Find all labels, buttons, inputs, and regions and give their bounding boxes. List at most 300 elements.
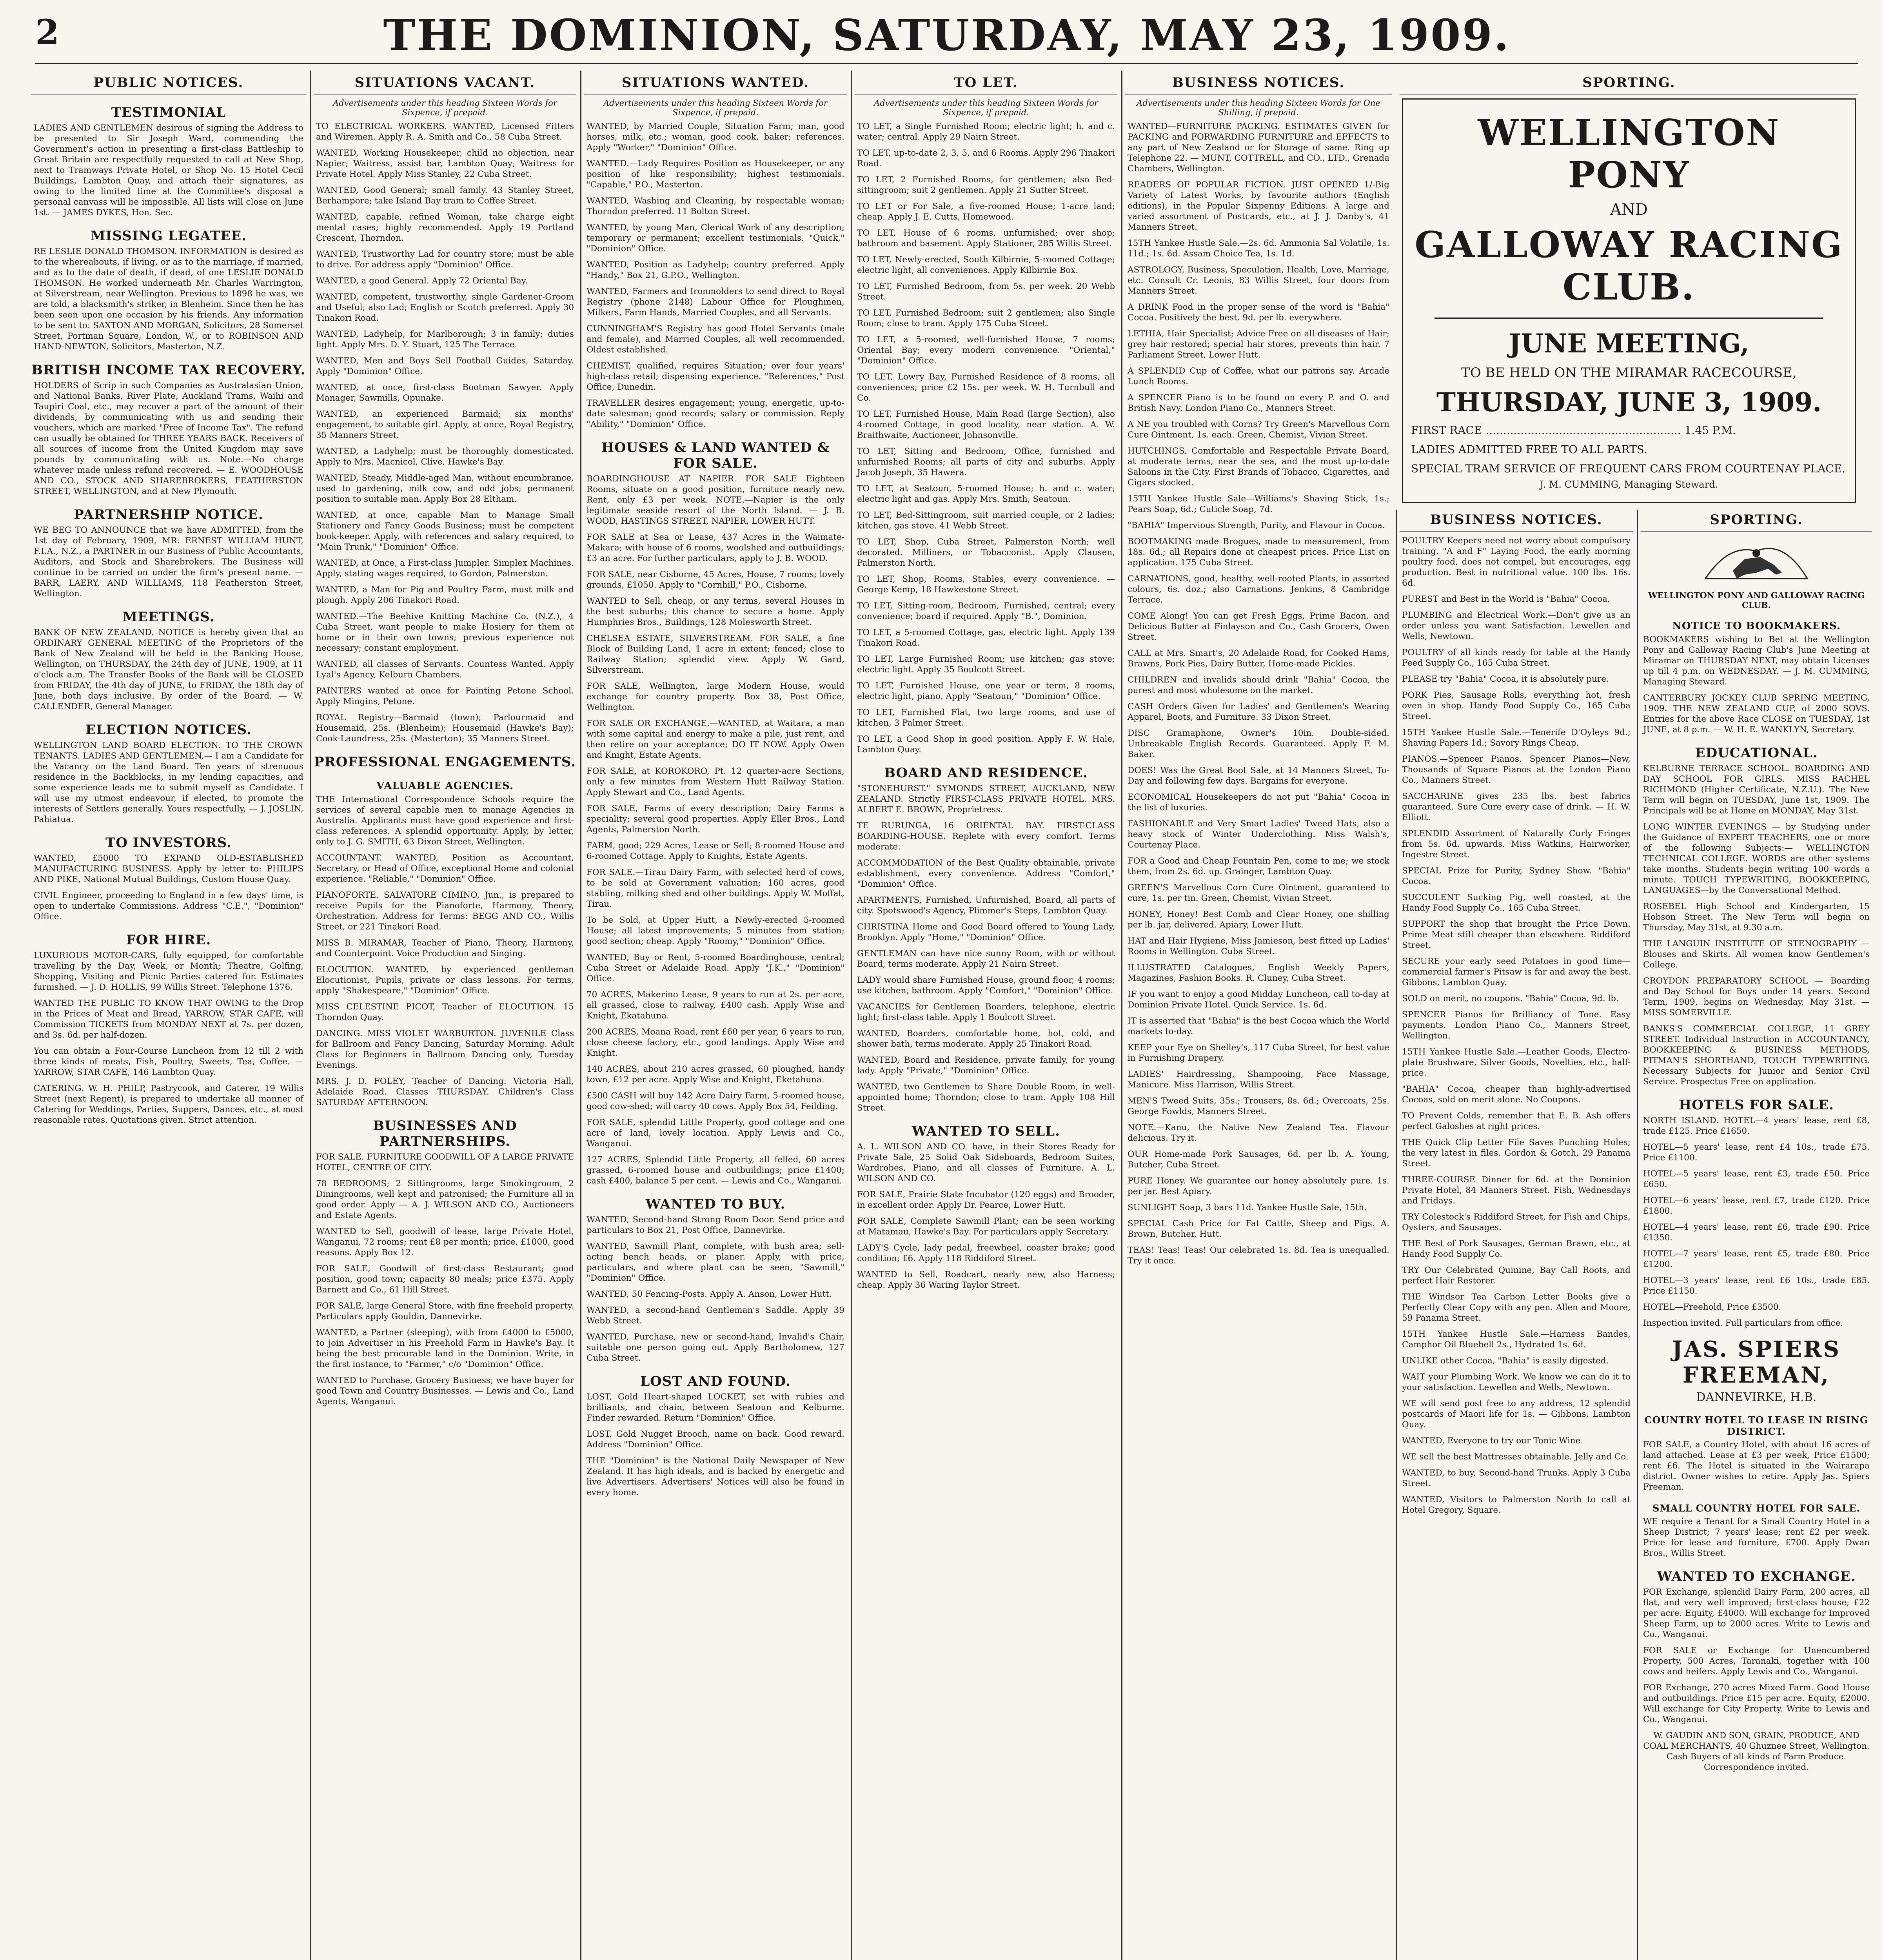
- advertisement: "BAHIA" Cocoa, cheaper than highly-advertised Cocoas, sold on merit alone. No Coupons.: [1402, 1084, 1631, 1105]
- section-heading: BUSINESSES AND PARTNERSHIPS.: [373, 1118, 517, 1149]
- advertisement: LADIES AND GENTLEMEN desirous of signing the Address to be presented to Sir Joseph Ward, commending the Government's action in presenting a first-class Battleship to Great Britain are respectfully requested to call at New Shop, next to Tramways Private Hotel, or Shop No. 15 Hotel Cecil Buildings, Lambton Quay, and attach their signatures, as owing to the limited time at the Committee's disposal a personal canvass will be impossible. All lists will close on June 1st. — JAMES DYKES, Hon. Sec.: [34, 123, 303, 218]
- advertisement: THE Quick Clip Letter File Saves Punching Holes; the very latest in files. Gordon & Gotch, 29 Panama Street.: [1402, 1138, 1631, 1169]
- advertisement: WANTED, a good General. Apply 72 Oriental Bay.: [316, 276, 528, 286]
- advertisement: NOTE.—Kanu, the Native New Zealand Tea. Flavour delicious. Try it.: [1128, 1123, 1389, 1143]
- advertisement: CALL at Mrs. Smart's, 20 Adelaide Road, for Cooked Hams, Brawns, Pork Pies, Dairy Butter, Home-made Pickles.: [1128, 648, 1389, 669]
- advertisement: TO LET, 2 Furnished Rooms, for gentlemen; also Bed-sittingroom; suit 2 gentlemen. Apply 21 Sutter Street.: [857, 175, 1115, 195]
- advertisement: SUCCULENT Sucking Pig, well roasted, at the Handy Food Supply Co., 165 Cuba Street.: [1402, 893, 1631, 913]
- advertisement: TO LET, Large Furnished Room; use kitchen; gas stove; electric light. Apply 35 Boulcott Street.: [857, 654, 1115, 675]
- section-heading: WANTED TO BUY.: [645, 1196, 786, 1212]
- section-heading: WANTED TO EXCHANGE.: [1657, 1569, 1856, 1584]
- advertisement: HOLDERS of Scrip in such Companies as Australasian Union, and National Banks, River Plate, Auckland Trams, Waihi and Taupiri Coal, etc., may recover a part of the amount of their dividends, by communicating with us and sending their vouchers, which are marked "Free of Income Tax". The refund can usually be obtained for THREE YEARS BACK. Receivers of all sources of income from the United Kingdom may save pounds by communicating with us. Note.—No charge whatever made unless refund recovered. — E. WOODHOUSE AND CO., STOCK AND SHAREBROKERS, FEATHERSTON STREET, WELLINGTON, and at New Plymouth.: [34, 381, 303, 496]
- advertisement: COME Along! You can get Fresh Eggs, Prime Bacon, and Delicious Butter at Finlayson and Co., Cash Grocers, Owen Street.: [1128, 611, 1389, 642]
- column-sporting-education: [1641, 510, 1872, 1960]
- advertisement: PUREST and Best in the World is "Bahia" Cocoa.: [1402, 594, 1610, 604]
- column-rule: [580, 71, 581, 1960]
- agent-name: JAS. SPIERS FREEMAN,: [1672, 1336, 1841, 1388]
- masthead: [35, 8, 1858, 64]
- advertisement: FASHIONABLE and Very Smart Ladies' Tweed Hats, also a heavy stock of Winter Underclothing. Miss Walsh's, Courtenay Place.: [1128, 819, 1389, 850]
- advertisement: WANTED, 50 Fencing-Posts. Apply A. Anson, Lower Hutt.: [587, 1289, 832, 1299]
- ladies-admission: LADIES ADMITTED FREE TO ALL PARTS.: [1411, 443, 1647, 456]
- advertisement: WANTED, Position as Ladyhelp; country preferred. Apply "Handy," Box 21, G.P.O., Wellington.: [587, 260, 844, 280]
- advertisement: 15TH Yankee Hustle Sale.—2s. 6d. Ammonia Sal Volatile, 1s. 11d.; 1s. 6d. Assam Choice Tea, 1s. 1d.: [1128, 238, 1389, 259]
- column-heading: SPORTING.: [1641, 510, 1872, 532]
- advertisement: WELLINGTON LAND BOARD ELECTION. TO THE CROWN TENANTS. LADIES AND GENTLEMEN,— I am a Candidate for the Vacancy on the Land Board. Ten years of strenuous residence in the Backblocks, in my lending capacities, and some experience leads me to submit myself as Candidate. I will use my utmost endeavour, if elected, to promote the interests of Settlers generally. Yours respectfully, — J. JOSLIN, Pahiatua.: [34, 740, 303, 824]
- advertisement: A. L. WILSON AND CO. have, in their Stores Ready for Private Sale, 25 Solid Oak Sideboards, Bedroom Suites, Wardrobes, Piano, and all classes of Furniture. A. L. WILSON AND CO.: [857, 1142, 1115, 1183]
- club-name-line2: GALLOWAY RACING CLUB.: [1415, 223, 1843, 308]
- advertisement: TO LET, Bed-Sittingroom, suit married couple, or 2 ladies; kitchen, gas stove. 41 Webb Street.: [857, 510, 1115, 531]
- column-rule: [310, 71, 311, 1960]
- advertisement: WANTED, Sawmill Plant, complete, with bush area; sell-acting bench heads, or planer. Apply, with price, particulars, and where plant can be seen, "Sawmill," "Dominion" Office.: [587, 1241, 844, 1283]
- advertisement: WANTED, Board and Residence, private family, for young lady. Apply "Private," "Dominion" Office.: [857, 1055, 1115, 1076]
- advertisement: FOR Exchange, 270 acres Mixed Farm. Good House and outbuildings. Price £15 per acre. Equity, £2000. Will exchange for City Property. Write to Lewis and Co., Wanganui.: [1643, 1683, 1870, 1724]
- agent-location: DANNEVIRKE, H.B.: [1696, 1390, 1817, 1404]
- page-title: THE DOMINION, SATURDAY, MAY 23, 1909.: [383, 10, 1511, 60]
- advertisement: WE require a Tenant for a Small Country Hotel in a Sheep District; 7 years' lease; rent £2 per week. Price for lease and furniture, £700. Apply Dwan Bros., Willis Street.: [1643, 1517, 1870, 1558]
- advertisement: LUXURIOUS MOTOR-CARS, fully equipped, for comfortable travelling by the Day, Week, or Month; Theatre, Golfing, Shopping, Visiting and Picnic Parties catered for. Estimates furnished. — J. D. HOLLIS, 99 Willis Street. Telephone 1376.: [34, 951, 303, 992]
- section-heading: VALUABLE AGENCIES.: [376, 780, 514, 792]
- advertisement: WE BEG TO ANNOUNCE that we have ADMITTED, from the 1st day of February, 1909, MR. ERNEST WILLIAM HUNT, F.I.A., N.Z., a PARTNER in our Business of Public Accountants, Auditors, and Stock and Sharebrokers. The Business will continue to be carried on under the firm's present name. — BARR, LAERY, AND WILLIAMS, 118 Featherston Street, Wellington.: [34, 525, 303, 599]
- advertisement: KELBURNE TERRACE SCHOOL. BOARDING AND DAY SCHOOL FOR GIRLS. MISS RACHEL RICHMOND (Higher Certificate, N.Z.U.). The New Term will begin on TUESDAY, June 1st, 1909. The Principals will be at Home on MONDAY, May 31st.: [1643, 764, 1870, 816]
- advertisement: 200 ACRES, Moana Road, rent £60 per year, 6 years to run, close cheese factory, etc., good landings. Apply Wise and Knight.: [587, 1027, 844, 1058]
- advertisement: SPLENDID Assortment of Naturally Curly Fringes from 5s. 6d. upwards. Miss Watkins, Hairworker, Ingestre Street.: [1402, 829, 1631, 860]
- advertisement: TO LET, Furnished Bedroom; suit 2 gentlemen; also Single Room; close to tram. Apply 175 Cuba Street.: [857, 308, 1115, 328]
- advertisement: HONEY, Honey! Best Comb and Clear Honey, one shilling per lb. jar, delivered. Apiary, Lower Hutt.: [1128, 909, 1389, 930]
- advertisement: ACCOMMODATION of the Best Quality obtainable, private establishment, every convenience. Address "Comfort," "Dominion" Office.: [857, 858, 1115, 889]
- section-heading: SMALL COUNTRY HOTEL FOR SALE.: [1652, 1503, 1860, 1514]
- advertisement: WANTED to Sell, cheap, or any terms, several Houses in the best suburbs; this chance to secure a home. Apply Humphries Bros., Buildings, 128 Molesworth Street.: [587, 596, 844, 627]
- advertisement: THE International Correspondence Schools require the services of several capable men to manage Agencies in Australia. Applicants must have good experience and first-class references. A splendid opportunity. Apply, by letter, only to J. G. SMITH, 63 Dixon Street, Wellington.: [316, 795, 574, 847]
- column-heading: PUBLIC NOTICES.: [31, 73, 306, 94]
- advertisement: CHELSEA ESTATE, SILVERSTREAM. FOR SALE, a fine Block of Building Land, 1 acre in extent; fenced; close to Railway Station; splendid view. Apply W. Gard, Silverstream.: [587, 633, 844, 675]
- advertisement: A SPENCER Piano is to be found on every P. and O. and British Navy. London Piano Co., Manners Street.: [1128, 393, 1389, 413]
- merchant-advert: W. GAUDIN AND SON, GRAIN, PRODUCE, AND COAL MERCHANTS, 40 Ghuznee Street, Wellington. Cash Buyers of all kinds of Farm Produce. Correspondence invited.: [1643, 1731, 1870, 1772]
- advertisement: FOR SALE or Exchange for Unencumbered Property, 500 Acres, Taranaki, together with 100 cows and heifers. Apply Lewis and Co., Wanganui.: [1643, 1646, 1870, 1677]
- advertisement: TO LET, Sitting-room, Bedroom, Furnished, central; every convenience; board if required. Apply "B.", Dominion.: [857, 601, 1115, 621]
- section-heading: PROFESSIONAL ENGAGEMENTS.: [314, 754, 576, 770]
- club-name-and: AND: [1610, 201, 1648, 219]
- advertisement: TRY Colestock's Riddiford Street, for Fish and Chips, Oysters, and Sausages.: [1402, 1212, 1631, 1232]
- advertisement: WANTED, at Once, a First-class Jumpler. Simplex Machines. Apply, stating wages required, to Gordon, Palmerston.: [316, 558, 574, 579]
- advertisement: HAT and Hair Hygiene, Miss Jamieson, best fitted up Ladies' Rooms in Wellington. Cuba Street.: [1128, 936, 1389, 956]
- advertisement: TO LET, a Single Furnished Room; electric light; h. and c. water; central. Apply 29 Nairn Street.: [857, 122, 1115, 142]
- advertisement: FOR SALE. FURNITURE GOODWILL OF A LARGE PRIVATE HOTEL, CENTRE OF CITY.: [316, 1152, 574, 1172]
- advertisement: TEAS! Teas! Teas! Our celebrated 1s. 8d. Tea is unequalled. Try it once.: [1128, 1245, 1389, 1266]
- advertisement: ILLUSTRATED Catalogues, English Weekly Papers, Magazines, Fashion Books. R. Cluney, Cuba Street.: [1128, 963, 1389, 983]
- column-rule: [1121, 71, 1122, 1960]
- advertisement: WANTED, Farmers and Ironmolders to send direct to Royal Registry (phone 2148) Labour Office for Ploughmen, Milkers, Farm Hands, Married Couples, and all Servants.: [587, 287, 844, 318]
- advertisement: HOTEL—5 years' lease, rent £3, trade £50. Price £650.: [1643, 1169, 1870, 1189]
- advertisement: WANTED.—Lady Requires Position as Housekeeper, or any position of like responsibility; highest testimonials. "Capable," P.O., Masterton.: [587, 159, 844, 190]
- advertisement: TO LET, House of 6 rooms, unfurnished; over shop; bathroom and basement. Apply Stationer, 285 Willis Street.: [857, 228, 1115, 249]
- advertisement: TO LET, Shop, Cuba Street, Palmerston North; well decorated. Milliners, or Tobacconist. Apply Clausen, Palmerston North.: [857, 537, 1115, 568]
- advertisement: 15TH Yankee Hustle Sale.—Tenerife D'Oyleys 9d.; Shaving Papers 1d.; Savory Rings Cheap.: [1402, 728, 1631, 748]
- column-public-notices: [31, 73, 306, 1960]
- advertisement: TO LET, Furnished Bedroom, from 5s. per week. 20 Webb Street.: [857, 281, 1115, 302]
- meeting-title: JUNE MEETING,: [1509, 328, 1749, 359]
- advertisement: SOLD on merit, no coupons. "Bahia" Cocoa, 9d. lb.: [1402, 994, 1619, 1004]
- advertisement: PIANOS.—Spencer Pianos, Spencer Pianos—New, Thousands of Square Pianos at the London Piano Co., Manners Street.: [1402, 754, 1631, 785]
- advertisement: WANTED, a second-hand Gentleman's Saddle. Apply 39 Webb Street.: [587, 1305, 844, 1326]
- page-number: 2: [35, 12, 60, 53]
- advertisement: IF you want to enjoy a good Midday Luncheon, call to-day at Dominion Private Hotel. Quick Service. 1s. 6d.: [1128, 989, 1389, 1010]
- advertisement: WANTED, Second-hand Strong Room Door. Send price and particulars to Box 21, Post Office, Dannevirke.: [587, 1215, 844, 1235]
- advertisement: WANTED, by Married Couple, Situation Farm; man, good horses, milk, etc.; woman, good cook, baker; references. Apply "Worker," "Dominion" Office.: [587, 122, 844, 152]
- advertisement: TO LET, Lowry Bay, Furnished Residence of 8 rooms, all conveniences; price £2 15s. per week. W. H. Turnbull and Co.: [857, 372, 1115, 403]
- ad-list: [1641, 1115, 1872, 1328]
- advertisement: GENTLEMAN can have nice sunny Room, with or without Board, terms moderate. Apply 21 Nairn Street.: [857, 949, 1115, 969]
- ad-list: [584, 474, 847, 1186]
- section-heading: NOTICE TO BOOKMAKERS.: [1672, 620, 1841, 632]
- advertisement: OUR Home-made Pork Sausages, 6d. per lb. A. Young, Butcher, Cuba Street.: [1128, 1149, 1389, 1170]
- advertisement: SPECIAL Cash Price for Fat Cattle, Sheep and Pigs. A. Brown, Butcher, Hutt.: [1128, 1219, 1389, 1239]
- column-business-notices: [1125, 73, 1392, 1960]
- advertisement: 78 BEDROOMS; 2 Sittingrooms, large Smokingroom, 2 Diningrooms, well kept and patronised; the Furniture all in good order. Apply — A. J. WILSON AND CO., Auctioneers and Estate Agents.: [316, 1179, 574, 1220]
- advertisement: 15TH Yankee Hustle Sale.—Harness Bandes, Camphor Oil Bluebell 2s., Hydrated 1s. 6d.: [1402, 1329, 1631, 1350]
- advertisement: HOTEL—Freehold, Price £3500.: [1643, 1302, 1781, 1312]
- section-heading: WANTED TO SELL.: [912, 1123, 1060, 1139]
- advertisement: WAIT your Plumbing Work. We know we can do it to your satisfaction. Lewellen and Wells, Newtown.: [1402, 1372, 1631, 1392]
- advertisement: WANTED, £5000 TO EXPAND OLD-ESTABLISHED MANUFACTURING BUSINESS. Apply by letter to: PHILIPS AND PIKE, National Mutual Buildings, Custom House Quay.: [34, 853, 303, 884]
- advertisement: PIANOFORTE. SALVATORE CIMINO, Jun., is prepared to receive Pupils for the Pianoforte, Harmony, Theory, Orchestration. Address for Terms: BEGG AND CO., Willis Street, or 221 Tinakori Road.: [316, 890, 574, 932]
- advertisement: FOR SALE OR EXCHANGE.—WANTED, at Waitara, a man with some capital and energy to make a pile, just rent, and then retire on your acceptance; DO IT NOW. Apply Owen and Knight, Estate Agents.: [587, 719, 844, 760]
- advertisement: WANTED, Good General; small family. 43 Stanley Street, Berhampore; take Island Bay tram to Coffee Street.: [316, 185, 574, 206]
- advertisement: WANTED, capable, refined Woman, take charge eight mental cases; highly recommended. Apply 19 Portland Crescent, Thorndon.: [316, 212, 574, 243]
- advertisement: FARM, good; 229 Acres, Lease or Sell; 8-roomed House and 6-roomed Cottage. Apply to Knights, Estate Agents.: [587, 841, 844, 861]
- advertisement: CARNATIONS, good, healthy, well-rooted Plants, in assorted colours, 6s. doz.; also Carnations. Jenkins, 8 Cambridge Terrace.: [1128, 574, 1389, 605]
- advertisement: WANTED, to buy, Second-hand Trunks. Apply 3 Cuba Street.: [1402, 1468, 1631, 1488]
- advertisement: WE will send post free to any address, 12 splendid postcards of Maori life for 1s. — Gibbons, Lambton Quay.: [1402, 1399, 1631, 1430]
- advertisement: THREE-COURSE Dinner for 6d. at the Dominion Private Hotel, 84 Manners Street. Fish, Wednesdays and Fridays.: [1402, 1175, 1631, 1206]
- section-heading: BOARD AND RESIDENCE.: [884, 765, 1088, 781]
- advertisement: LADY'S Cycle, lady pedal, freewheel, coaster brake; good condition; £6. Apply 118 Riddiford Street.: [857, 1243, 1115, 1263]
- advertisement: WANTED—FURNITURE PACKING. ESTIMATES GIVEN for PACKING and FORWARDING FURNITURE and EFFECTS to any part of New Zealand or for Storage of same. Ring up Telephone 22. — MUNT, COTTRELL, and CO., LTD., Grenada Chambers, Wellington.: [1128, 122, 1389, 174]
- column-rule: [1637, 510, 1638, 1960]
- section-heading: HOTELS FOR SALE.: [1679, 1097, 1834, 1113]
- club-name-line1: WELLINGTON PONY: [1478, 111, 1780, 196]
- advertisement: THE Windsor Tea Carbon Letter Books give a Perfectly Clear Copy with any pen. Allen and Moore, 59 Panama Street.: [1402, 1292, 1631, 1323]
- column-business-notices-2: [1400, 510, 1633, 1960]
- section-heading: COUNTRY HOTEL TO LEASE IN RISING DISTRICT.: [1644, 1414, 1868, 1437]
- steward-signature: J. M. CUMMING, Managing Steward.: [1540, 479, 1718, 490]
- advertisement: READERS OF POPULAR FICTION. JUST OPENED 1/-Big Variety of Latest Works, by favourite authors (English editions), in the Popular Sixpenny Editions. A large and varied assortment of Postcards, etc., at J. J. Danby's, 41 Manners Street.: [1128, 180, 1389, 232]
- advertisement: WANTED, Steady, Middle-aged Man, without encumbrance, used to gardening, milk cow, and odd jobs; permanent position to suitable man. Apply Box 28 Eltham.: [316, 473, 574, 504]
- advertisement: WANTED, Trustworthy Lad for country store; must be able to drive. For address apply "Dominion" Office.: [316, 249, 574, 270]
- advertisement: TO LET, Shop, Rooms, Stables, every convenience. — George Kemp, 18 Hawkestone Street.: [857, 574, 1115, 595]
- advertisement: WANTED, Washing and Cleaning, by respectable woman; Thorndon preferred. 11 Bolton Street.: [587, 196, 844, 216]
- advertisement: FOR SALE, Farms of every description; Dairy Farms a speciality; several good properties. Apply Eller Bros., Land Agents, Palmerston North.: [587, 804, 844, 835]
- advertisement: FOR SALE at Sea or Lease, 437 Acres in the Waimate-Makara; with house of 6 rooms, woolshed and outbuildings; £3 an acre. For further particulars, apply to J. B. WOOD.: [587, 532, 844, 563]
- advertisement: WANTED, Ladyhelp, for Marlborough; 3 in family; duties light. Apply Mrs. D. Y. Stuart, 125 The Terrace.: [316, 329, 574, 350]
- advertisement: TO LET, a Good Shop in good position. Apply F. W. Hale, Lambton Quay.: [857, 734, 1115, 755]
- advertisement: WANTED, Visitors to Palmerston North to call at Hotel Gregory, Square.: [1402, 1495, 1631, 1515]
- advertisement: UNLIKE other Cocoa, "Bahia" is easily digested.: [1402, 1356, 1609, 1366]
- advertisement: CANTERBURY JOCKEY CLUB SPRING MEETING, 1909. THE NEW ZEALAND CUP, of 2000 SOVS. Entries for the above Race CLOSE on TUESDAY, 1st JUNE, at 8 p.m. — W. H. E. WANKLYN, Secretary.: [1643, 693, 1870, 735]
- advertisement: A SPLENDID Cup of Coffee, what our patrons say. Arcade Lunch Rooms.: [1128, 366, 1389, 387]
- advertisement: FOR a Good and Cheap Fountain Pen, come to me; we stock them, from 2s. 6d. up. Grainger, Lambton Quay.: [1128, 856, 1389, 877]
- advertisement: TO LET, at Seatoun, 5-roomed House; h. and c. water; electric light and gas. Apply Mrs. Smith, Seatoun.: [857, 484, 1115, 504]
- section-heading: ELECTION NOTICES.: [85, 722, 252, 738]
- column-situations-wanted: [584, 73, 847, 1960]
- ad-list: [1125, 121, 1392, 1266]
- section-heading: PARTNERSHIP NOTICE.: [74, 507, 263, 523]
- advertisement: WANTED, by young Man, Clerical Work of any description; temporary or permanent; excellent testimonials. "Quick," "Dominion" Office.: [587, 223, 844, 254]
- advertisement: SECURE your early seed Potatoes in good time—commercial farmer's Pitsaw is far and away the best. Gibbons, Lambton Quay.: [1402, 956, 1631, 987]
- column-to-let: [855, 73, 1117, 1960]
- advertisement: BANK OF NEW ZEALAND. NOTICE is hereby given that an ORDINARY GENERAL MEETING of the Proprietors of the Bank of New Zealand will be held in the Banking House, Wellington, on THURSDAY, the 24th day of JUNE, 1909, at 11 o'clock a.m. The Transfer Books of the Bank will be CLOSED from FRIDAY, the 4th day of JUNE, to FRIDAY, the 18th day of June, both days inclusive. By order of the Board. — W. CALLENDER, General Manager.: [34, 628, 303, 711]
- advertisement: WE sell the best Mattresses obtainable. Jelly and Co.: [1402, 1452, 1629, 1462]
- advertisement: TO Prevent Colds, remember that E. B. Ash offers perfect Galoshes at right prices.: [1402, 1111, 1631, 1131]
- advertisement: TO LET, Furnished Flat, two large rooms, and use of kitchen, 3 Palmer Street.: [857, 708, 1115, 728]
- advertisement: MRS. J. D. FOLEY, Teacher of Dancing. Victoria Hall, Adelaide Road. Classes THURSDAY. Children's Class SATURDAY AFTERNOON.: [316, 1076, 574, 1107]
- advertisement: 15TH Yankee Hustle Sale.—Leather Goods, Electro-plate Brushware, Silver Goods, Novelties, etc., half-price.: [1402, 1047, 1631, 1078]
- advertisement: SPECIAL Prize for Purity, Sydney Show. "Bahia" Cocoa.: [1402, 866, 1631, 886]
- advertisement: FOR SALE, Complete Sawmill Plant; can be seen working at Matamau, Hawke's Bay. For particulars apply Secretary.: [857, 1216, 1115, 1237]
- advertisement: LETHIA, Hair Specialist; Advice Free on all diseases of Hair; grey hair restored; special hair stores, prevents thin hair. 7 Parliament Street, Lower Hutt.: [1128, 329, 1389, 360]
- advertisement: WANTED, an experienced Barmaid; six months' engagement, to suitable girl. Apply, at once, Royal Registry, 35 Manners Street.: [316, 409, 574, 440]
- advertisement: WANTED, Purchase, new or second-hand, Invalid's Chair, suitable one person going out. Apply Bartholomew, 127 Cuba Street.: [587, 1332, 844, 1363]
- advertisement: CATERING. W. H. PHILP, Pastrycook, and Caterer, 19 Willis Street (next Regent), is prepared to undertake all manner of Catering for Weddings, Parties, Suppers, Dances, etc., at most reasonable rates. Quotations given. Strict attention.: [34, 1083, 303, 1125]
- tram-service: SPECIAL TRAM SERVICE OF FREQUENT CARS FROM COURTENAY PLACE.: [1411, 462, 1846, 475]
- advertisement: LADY would share Furnished House, ground floor, 4 rooms; use kitchen, bathroom. Apply "Comfort," "Dominion" Office.: [857, 975, 1115, 996]
- advertisement: WANTED to Sell, Roadcart, nearly new, also Harness; cheap. Apply 36 Waring Taylor Street.: [857, 1270, 1115, 1290]
- section-heading: MEETINGS.: [122, 609, 215, 625]
- advertisement: WANTED, at once, capable Man to Manage Small Stationery and Fancy Goods Business; must be competent book-keeper. Apply, with references and salary required, to "Main Trunk," "Dominion" Office.: [316, 510, 574, 552]
- sporting-display-block: [1400, 73, 1858, 506]
- advertisement: WANTED, Working Housekeeper, child no objection, near Napier; Waitress, assist bar, Lambton Quay; Waitress for Private Hotel. Apply Miss Stanley, 22 Cuba Street.: [316, 148, 574, 179]
- column-rule: [1396, 510, 1397, 1960]
- advertisement: ROYAL Registry—Barmaid (town); Parlourmaid and Housemaid, 25s. (Blenheim); Housemaid (Hawke's Bay); Cook-Laundress, 25s. (Masterton); 35 Manners Street.: [316, 713, 574, 744]
- advertisement: HOTEL—4 years' lease, rent £6, trade £90. Price £1350.: [1643, 1222, 1870, 1243]
- advertisement: THE LANGUIN INSTITUTE OF STENOGRAPHY — Blouses and Skirts. All women know Gentlemen's College.: [1643, 939, 1870, 970]
- advertisement: WANTED, two Gentlemen to Share Double Room, in well-appointed home; Thorndon; close to tram. Apply 108 Hill Street.: [857, 1082, 1115, 1113]
- column-heading: SITUATIONS VACANT.: [314, 73, 576, 94]
- section-heading: MISSING LEGATEE.: [90, 228, 247, 244]
- advertisement: MISS CELESTINE PICOT, Teacher of ELOCUTION. 15 Thorndon Quay.: [316, 1002, 574, 1022]
- ad-list: [1641, 763, 1872, 1087]
- advertisement: LADIES' Hairdressing, Shampooing, Face Massage, Manicure. Miss Harrison, Willis Street.: [1128, 1069, 1389, 1090]
- advertisement: WANTED THE PUBLIC TO KNOW THAT OWING to the Drop in the Prices of Meat and Bread, YARROW, STAR CAFE, will Commission TICKETS from MONDAY NEXT at 7s. per dozen, and 3s. 6d. per half-dozen.: [34, 998, 303, 1040]
- column-heading: TO LET.: [855, 73, 1117, 94]
- ad-list: [855, 783, 1117, 1113]
- advertisement: FOR SALE, at KOROKORO, Pt. 12 quarter-acre Sections, only a few minutes from Western Hutt Railway Station. Apply Stewart and Co., Land Agents.: [587, 766, 844, 797]
- advertisement: FOR SALE, Goodwill of first-class Restaurant; good position, good town; capacity 80 meals; price £375. Apply Barnett and Co., 61 Hill Street.: [316, 1264, 574, 1295]
- advertisement: CHEMIST, qualified, requires Situation; over four years' high-class retail; dispensing experience. "References," Post Office, Dunedin.: [587, 361, 844, 392]
- advertisement: CHRISTINA Home and Good Board offered to Young Lady, Brooklyn. Apply "Home," "Dominion" Office.: [857, 922, 1115, 942]
- section-note: Advertisements under this heading Sixteen Words for Sixpence, if prepaid.: [603, 98, 828, 117]
- section-heading: EDUCATIONAL.: [1695, 745, 1818, 761]
- advertisement: GREEN'S Marvellous Corn Cure Ointment, guaranteed to cure, 1s. per tin. Green, Chemist, Vivian Street.: [1128, 883, 1389, 903]
- advertisement: POULTRY of all kinds ready for table at the Handy Feed Supply Co., 165 Cuba Street.: [1402, 648, 1631, 668]
- advertisement: FOR SALE, Prairie State Incubator (120 eggs) and Brooder, in excellent order. Apply Dr. Pearce, Lower Hutt.: [857, 1190, 1115, 1210]
- advertisement: MEN'S Tweed Suits, 35s.; Trousers, 8s. 6d.; Overcoats, 25s. George Fowlds, Manners Street.: [1128, 1096, 1389, 1116]
- advertisement: WANTED.—The Beehive Knitting Machine Co. (N.Z.), 4 Cuba Street, want people to make Hosiery for them at home or in their own towns; previous experience not necessary; constant employment.: [316, 612, 574, 653]
- advertisement: 127 ACRES, Splendid Little Property, all felled, 60 acres grassed, 6-roomed house and outbuildings; price £1400; cash £400, balance 5 per cent. — Lewis and Co., Wanganui.: [587, 1155, 844, 1186]
- advertisement: TO LET, a 5-roomed, well-furnished House, 7 rooms; Oriental Bay; every modern convenience. "Oriental," "Dominion" Office.: [857, 335, 1115, 366]
- advertisement: SPENCER Pianos for Brilliancy of Tone. Easy payments. London Piano Co., Manners Street, Wellington.: [1402, 1010, 1631, 1041]
- meeting-venue: TO BE HELD ON THE MIRAMAR RACECOURSE,: [1461, 365, 1797, 381]
- advertisement: A DRINK Food in the proper sense of the word is "Bahia" Cocoa. Positively the best. 9d. per lb. everywhere.: [1128, 302, 1389, 323]
- advertisement: WANTED, a Man for Pig and Poultry Farm, must milk and plough. Apply 206 Tinakori Road.: [316, 585, 574, 605]
- advertisement: HOTEL—6 years' lease, rent £7, trade £120. Price £1800.: [1643, 1196, 1870, 1216]
- race-meeting-advert: [1402, 98, 1856, 503]
- ad-list: [314, 1152, 576, 1407]
- advertisement: TO LET, up-to-date 2, 3, 5, and 6 Rooms. Apply 296 Tinakori Road.: [857, 148, 1115, 169]
- advertisement: MISS B. MIRAMAR, Teacher of Piano, Theory, Harmony, and Counterpoint. Voice Production and Singing.: [316, 938, 574, 958]
- section-note: Advertisements under this heading Sixteen Words for Sixpence, if prepaid.: [874, 98, 1098, 117]
- advertisement: FOR SALE.—Tirau Dairy Farm, with selected herd of cows, to be sold at Government valuation; 160 acres, good stabling, milking shed and other buildings. Apply W. Moffat, Tirau.: [587, 867, 844, 909]
- advertisement: BOARDINGHOUSE AT NAPIER. FOR SALE Eighteen Rooms, situate on a good position, furniture nearly new. Rent, only £3 per week. NOTE.—Napier is the only legitimate seaside resort of the North Island. — J. B. WOOD, HASTINGS STREET, NAPIER, LOWER HUTT.: [587, 474, 844, 526]
- section-heading: FOR HIRE.: [126, 932, 211, 948]
- advertisement: £500 CASH will buy 142 Acre Dairy Farm, 5-roomed house, good cow-shed; will carry 40 cows. Apply Box 54, Feilding.: [587, 1091, 844, 1111]
- column-situations-vacant: [314, 73, 576, 1960]
- advertisement: WANTED, Buy or Rent, 5-roomed Boardinghouse, central; Cuba Street or Adelaide Road. Apply "J.K.," "Dominion" Office.: [587, 953, 844, 984]
- advertisement: VACANCIES for Gentlemen Boarders, telephone, electric light; first-class table. Apply 1 Boulcott Street.: [857, 1002, 1115, 1022]
- advertisement: TO ELECTRICAL WORKERS. WANTED, Licensed Fitters and Wiremen. Apply R. A. Smith and Co., 58 Cuba Street.: [316, 122, 574, 142]
- advertisement: WANTED to Purchase, Grocery Business; we have buyer for good Town and Country Businesses. — Lewis and Co., Land Agents, Wanganui.: [316, 1376, 574, 1406]
- section-note: Advertisements under this heading Sixteen Words for Sixpence, if prepaid.: [333, 98, 557, 117]
- advertisement: SACCHARINE gives 235 lbs. best fabrics guaranteed. Sure Cure every case of drink. — H. W. Elliott.: [1402, 791, 1631, 822]
- advertisement: SUNLIGHT Soap, 3 bars 11d. Yankee Hustle Sale, 15th.: [1128, 1203, 1367, 1212]
- ad-list: [314, 794, 576, 1108]
- advertisement: A NE you troubled with Corns? Try Green's Marvellous Corn Cure Ointment, 1s. each. Green, Chemist, Vivian Street.: [1128, 419, 1389, 440]
- ad-list: [314, 121, 576, 744]
- advertisement: KEEP your Eye on Shelley's, 117 Cuba Street, for best value in Furnishing Drapery.: [1128, 1043, 1389, 1063]
- ad-list: [584, 121, 847, 430]
- advertisement: TRY Our Celebrated Quinine, Bay Call Roots, and perfect Hair Restorer.: [1402, 1265, 1631, 1286]
- advertisement: BOOKMAKERS wishing to Bet at the Wellington Pony and Galloway Racing Club's June Meeting at Miramar on THURSDAY NEXT, may obtain Licenses up till 4 p.m. on WEDNESDAY. — J. M. CUMMING, Managing Steward.: [1643, 635, 1870, 687]
- section-heading: HOUSES & LAND WANTED & FOR SALE.: [601, 440, 830, 471]
- advertisement: FOR SALE, a Country Hotel, with about 16 acres of land attached. Lease at £3 per week, Price £1500; rent £6. The Hotel is situated in the Wairarapa district. Owner wishes to retire. Apply Jas. Spiers Freeman.: [1643, 1440, 1870, 1492]
- advertisement: 140 ACRES, about 210 acres grassed, 60 ploughed, handy town, £12 per acre. Apply Wise and Knight, Eketahuna.: [587, 1064, 844, 1085]
- advertisement: NORTH ISLAND. HOTEL—4 years' lease, rent £8, trade £125. Price £1650.: [1643, 1116, 1870, 1136]
- advertisement: CROYDON PREPARATORY SCHOOL — Boarding and Day School for Boys under 14 years. Second Term, 1909, begins on Wednesday, May 31st. — MISS SOMERVILLE.: [1643, 976, 1870, 1018]
- column-heading: BUSINESS NOTICES.: [1400, 510, 1633, 532]
- advertisement: To be Sold, at Upper Hutt, a Newly-erected 5-roomed House; all latest improvements; 5 minutes from station; good section; cheap. Apply "Roomy," "Dominion" Office.: [587, 915, 844, 946]
- ad-list: [584, 1214, 847, 1363]
- advertisement: TO LET or For Sale, a five-roomed House; 1-acre land; cheap. Apply J. E. Cutts, Homewood.: [857, 201, 1115, 222]
- advertisement: WANTED, all classes of Servants. Countess Wanted. Apply Lyal's Agency, Kelburn Chambers.: [316, 659, 574, 680]
- advertisement: WANTED, a Ladyhelp; must be thoroughly domesticated. Apply to Mrs. Macnicol, Clive, Hawke's Bay.: [316, 446, 574, 467]
- advertisement: TO LET, Furnished House, one year or term, 8 rooms, electric light, piano. Apply "Seatoun," "Dominion" Office.: [857, 681, 1115, 701]
- advertisement: CHILDREN and invalids should drink "Bahia" Cocoa, the purest and most wholesome on the market.: [1128, 675, 1389, 695]
- section-heading: LOST AND FOUND.: [640, 1374, 791, 1389]
- column-heading: SPORTING.: [1400, 73, 1858, 94]
- advertisement: CIVIL Engineer, proceeding to England in a few days' time, is open to undertake Commissions. Address "C.E.", "Dominion" Office.: [34, 891, 303, 922]
- advertisement: PURE Honey. We guarantee our honey absolutely pure. 1s. per jar. Best Apiary.: [1128, 1176, 1389, 1196]
- column-heading: SITUATIONS WANTED.: [584, 73, 847, 94]
- advertisement: DANCING. MISS VIOLET WARBURTON. JUVENILE Class for Ballroom and Fancy Dancing, Saturday Morning. Adult Class for Beginners in Ballroom Dancing only, Tuesday Evenings.: [316, 1029, 574, 1070]
- advertisement: HUTCHINGS, Comfortable and Respectable Private Board, at moderate terms, near the sea, and the most up-to-date Saloons in the City. First Brands of Tobacco, Cigarettes, and Cigars stocked.: [1128, 446, 1389, 488]
- advertisement: TO LET, Newly-erected, South Kilbirnie, 5-roomed Cottage; electric light, all conveniences. Apply Kilbirnie Box.: [857, 255, 1115, 275]
- ad-list: [855, 121, 1117, 755]
- advertisement: Inspection invited. Full particulars from office.: [1643, 1318, 1843, 1328]
- advertisement: ACCOUNTANT. WANTED, Position as Accountant, Secretary, or Head of Office, exceptional Home and colonial experience. "Reliable," "Dominion" Office.: [316, 853, 574, 884]
- advertisement: CASH Orders Given for Ladies' and Gentlemen's Wearing Apparel, Boots, and Furniture. 33 Dixon Street.: [1128, 702, 1389, 722]
- advertisement: PLUMBING and Electrical Work.—Don't give us an order unless you want Satisfaction. Lewellen and Wells, Newtown.: [1402, 610, 1631, 641]
- advertisement: "STONEHURST." SYMONDS STREET, AUCKLAND, NEW ZEALAND. Strictly FIRST-CLASS PRIVATE HOTEL. MRS. ALBERT E. BROWN, Proprietress.: [857, 784, 1115, 815]
- ad-list: [1641, 1516, 1872, 1559]
- advertisement: ROSEBEL High School and Kindergarten, 15 Hobson Street. The New Term will begin on Thursday, May 31st, at 9.30 a.m.: [1643, 902, 1870, 933]
- advertisement: HOTEL—7 years' lease, rent £5, trade £80. Price £1200.: [1643, 1249, 1870, 1269]
- advertisement: PAINTERS wanted at once for Painting Petone School. Apply Mingins, Petone.: [316, 686, 574, 706]
- advertisement: HOTEL—3 years' lease, rent £6 10s., trade £85. Price £1150.: [1643, 1276, 1870, 1296]
- advertisement: "BAHIA" Impervious Strength, Purity, and Flavour in Cocoa.: [1128, 521, 1385, 530]
- advertisement: FOR Exchange, splendid Dairy Farm, 200 acres, all flat, and very well improved; first-class house; £22 per acre. Equity, £4000. Will exchange for Improved Sheep Farm, up to 2000 acres. Write to Lewis and Co., Wanganui.: [1643, 1587, 1870, 1639]
- advertisement: 70 ACRES, Makerino Lease, 9 years to run at 2s. per acre, all grassed, close to railway, £400 cash. Apply Wise and Knight, Ekatahuna.: [587, 990, 844, 1021]
- section-note: Advertisements under this heading Sixteen Words for One Shilling, if prepaid.: [1137, 98, 1380, 117]
- advertisement: LOST, Gold Heart-shaped LOCKET, set with rubies and brilliants, and chain, between Seatoun and Kelburne. Finder rewarded. Return "Dominion" Office.: [587, 1392, 844, 1423]
- advertisement: FOR SALE, Wellington, large Modern House, would exchange for country property. Box 38, Post Office, Wellington.: [587, 681, 844, 712]
- advertisement: ASTROLOGY, Business, Speculation, Health, Love, Marriage, etc. Consult Cr. Leonis, 83 Willis Street, four doors from Manners Street.: [1128, 265, 1389, 296]
- advertisement: POULTRY Keepers need not worry about compulsory training. "A and F" Laying Food, the early morning poultry food, does not compel, but encourages, egg production. Best in nutritional value. 100 lbs. 16s. 6d.: [1402, 536, 1631, 588]
- meeting-date: THURSDAY, JUNE 3, 1909.: [1436, 387, 1822, 417]
- advertisement: TE RURUNGA, 16 ORIENTAL BAY. FIRST-CLASS BOARDING-HOUSE. Replete with every comfort. Terms moderate.: [857, 821, 1115, 852]
- advertisement: ELOCUTION. WANTED, by experienced gentleman Elocutionist, Pupils, private or class lessons. For terms, apply "Shakespeare," "Dominion" Office.: [316, 965, 574, 996]
- advertisement: LOST, Gold Nugget Brooch, name on back. Good reward. Address "Dominion" Office.: [587, 1429, 844, 1450]
- ad-list: [1641, 634, 1872, 735]
- advertisement: BOOTMAKING made Brogues, made to measurement, from 18s. 6d.; all Repairs done at cheapest prices. Price List on application. 175 Cuba Street.: [1128, 537, 1389, 568]
- advertisement: DISC Gramaphone, Owner's 10in. Double-sided. Unbreakable English Records. Guaranteed. Apply F. M. Baker.: [1128, 728, 1389, 759]
- column-heading: BUSINESS NOTICES.: [1125, 73, 1392, 94]
- advertisement: ECONOMICAL Housekeepers do not put "Bahia" Cocoa in the list of luxuries.: [1128, 792, 1389, 813]
- public-notices-sections: [31, 105, 306, 1125]
- advertisement: WANTED, Men and Boys Sell Football Guides, Saturday. Apply "Dominion" Office.: [316, 356, 574, 376]
- advertisement: WANTED, a Partner (sleeping), with from £4000 to £5000, to join Advertiser in his Freehold Farm in Hawke's Bay. It being the best procurable land in the Dominion. Write, in the first instance, to "Farmer," c/o "Dominion" Office.: [316, 1328, 574, 1369]
- ad-list: [1641, 1439, 1872, 1492]
- emblem-caption: WELLINGTON PONY AND GALLOWAY RACING CLUB.: [1648, 590, 1865, 610]
- ad-list: [584, 1392, 847, 1498]
- first-race-time: FIRST RACE ........................................................ 1.45 P.M.: [1411, 424, 1736, 437]
- advertisement: BANKS'S COMMERCIAL COLLEGE, 11 GREY STREET. Individual Instruction in ACCOUNTANCY, BOOKKEEPING & BUSINESS METHODS, PITMAN'S SHORTHAND, TOUCH TYPEWRITING. Necessary Subjects for Junior and Senior Civil Service. Prospectus Free on application.: [1643, 1024, 1870, 1087]
- advertisement: TO LET, Sitting and Bedroom, Office, furnished and unfurnished Rooms; all parts of city and suburbs. Apply Jacob Joseph, 35 Hawera.: [857, 446, 1115, 477]
- advertisement: TRAVELLER desires engagement; young, energetic, up-to-date salesman; good records; salary or commission. Reply "Ability," "Dominion" Office.: [587, 398, 844, 429]
- advertisement: WANTED, at once, first-class Bootman Sawyer. Apply Manager, Sawmills, Opunake.: [316, 383, 574, 403]
- advertisement: TO LET, Furnished House, Main Road (large Section), also 4-roomed Cottage, in good locality, near station. A. W. Braithwaite, Auctioneer, Johnsonville.: [857, 409, 1115, 440]
- advertisement: THE "Dominion" is the National Daily Newspaper of New Zealand. It has high ideals, and is backed by energetic and live Advertisers. Advertisers' Notices will also be found in every home.: [587, 1456, 844, 1497]
- advertisement: FOR SALE, splendid Little Property, good cottage and one acre of land, lovely location. Apply Lewis and Co., Wanganui.: [587, 1118, 844, 1149]
- advertisement: WANTED, competent, trustworthy, single Gardener-Groom and Useful; also Lad; English or Scotch preferred. Apply 30 Tinakori Road.: [316, 292, 574, 323]
- advertisement: APARTMENTS, Furnished, Unfurnished, Board, all parts of city. Spotswood's Agency, Plimmer's Steps, Lambton Quay.: [857, 895, 1115, 916]
- advertisement: You can obtain a Four-Course Luncheon from 12 till 2 with three kinds of meats, Fish, Poultry, Sweets, Tea, Coffee. — YARROW, STAR CAFE, 146 Lambton Quay.: [34, 1046, 303, 1077]
- advertisement: WANTED to Sell, goodwill of lease, large Private Hotel, Wanganui, 72 rooms; rent £8 per month; price, £1000, good reasons. Apply Box 12.: [316, 1227, 574, 1258]
- section-heading: TESTIMONIAL: [111, 105, 226, 120]
- advertisement: TO LET, a 5-roomed Cottage, gas, electric light. Apply 139 Tinakori Road.: [857, 628, 1115, 648]
- advertisement: LONG WINTER EVENINGS — by Studying under the Guidance of EXPERT TEACHERS, one or more of the following Subjects:— WELLINGTON TECHNICAL COLLEGE. WORDS are other systems take months. Students begin writing 100 words a minute. TOUCH TYPEWRITING, BOOKKEEPING, LANGUAGES—by the Conversational Method.: [1643, 822, 1870, 895]
- advertisement: FOR SALE, near Cisborne, 45 Acres, House, 7 rooms; lovely grounds, £1050. Apply to "Cornhill," P.O., Cisborne.: [587, 570, 844, 590]
- advertisement: FOR SALE, large General Store, with fine freehold property. Particulars apply Gouldin, Dannevirke.: [316, 1301, 574, 1321]
- advertisement: IT is asserted that "Bahia" is the best Cocoa which the World markets to-day.: [1128, 1016, 1389, 1036]
- advertisement: WANTED, Boarders, comfortable home, hot, cold, and shower bath, terms moderate. Apply 25 Tinakori Road.: [857, 1029, 1115, 1049]
- advertisement: THE Best of Pork Sausages, German Brawn, etc., at Handy Food Supply Co.: [1402, 1239, 1631, 1259]
- advertisement: DOES! Was the Great Boot Sale, at 14 Manners Street, To-Day and following few days. Bargains for everyone.: [1128, 766, 1389, 786]
- advertisement: 15TH Yankee Hustle Sale—Williams's Shaving Stick, 1s.; Pears Soap, 6d.; Cuticle Soap, 7d.: [1128, 494, 1389, 514]
- advertisement: PORK Pies, Sausage Rolls, everything hot, fresh oven in shop. Handy Food Supply Co., 165 Cuba Street.: [1402, 690, 1631, 721]
- racing-club-emblem-icon: [1641, 535, 1872, 586]
- column-rule: [851, 71, 852, 1960]
- advertisement: PLEASE try "Bahia" Cocoa, it is absolutely pure.: [1402, 674, 1609, 684]
- advertisement: SUPPORT the shop that brought the Price Down. Prime Meat still cheaper than elsewhere. Riddiford Street.: [1402, 919, 1631, 950]
- section-heading: BRITISH INCOME TAX RECOVERY.: [31, 362, 306, 378]
- advertisement: CUNNINGHAM'S Registry has good Hotel Servants (male and female), and Married Couples, all well recommended. Oldest established.: [587, 324, 844, 355]
- advertisement: HOTEL—5 years' lease, rent £4 10s., trade £75. Price £1100.: [1643, 1142, 1870, 1163]
- advertisement: WANTED, Everyone to try our Tonic Wine.: [1402, 1436, 1583, 1446]
- ad-list: [1641, 1587, 1872, 1725]
- section-heading: TO INVESTORS.: [105, 835, 232, 851]
- ad-list: [855, 1142, 1117, 1290]
- ad-list: [1400, 535, 1633, 1515]
- advertisement: RE LESLIE DONALD THOMSON. INFORMATION is desired as to the whereabouts, if living, or as to the marriage, if married, and as to the date of death, if dead, of one LESLIE DONALD THOMSON. He worked underneath Mr. Charles Warrington, at Silverstream, near Wellington. Previous to 1898 he was, we are told, a blacksmith's striker, in Blenheim. Since then he has been seen upon one occasion by his friends. Any information to be sent to: SAXTON AND MORGAN, Solicitors, 28 Somerset Street, Portman Square, London, W., or to ROBINSON AND HAND-NEWTON, Solicitors, Masterton, N.Z.: [34, 247, 303, 352]
